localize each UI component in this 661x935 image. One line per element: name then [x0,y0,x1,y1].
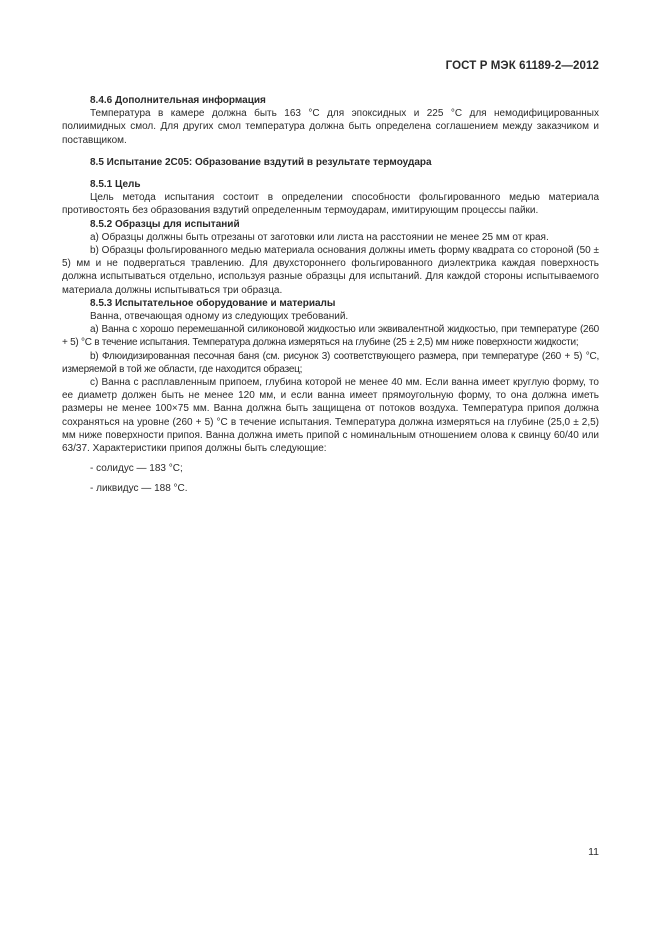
document-id-header: ГОСТ Р МЭК 61189-2—2012 [445,60,599,72]
section-heading-8-5-2: 8.5.2 Образцы для испытаний [90,218,240,230]
document-body [62,94,599,496]
list-item-solidus: - солидус — 183 °С; [90,463,183,475]
section-heading-8-4-6: 8.4.6 Дополнительная информация [90,95,266,106]
paragraph-8-5-1: Цель метода испытания состоит в определении способности фольгированного медью материала противостоять без образования вздутий определенным термоударам, имитирующим процессы пайки. [62,192,599,217]
section-heading-8-5: 8.5 Испытание 2С05: Образование вздутий в результате термоудара [90,156,432,168]
paragraph-8-5-3-b: b) Флюидизированная песочная баня (см. рисунок 3) соответствующего размера, при температуре (260 + 5) °С, измеряемой в той же области, где находится образец; [62,350,599,375]
paragraph-8-5-2-b: b) Образцы фольгированного медью материала основания должны иметь форму квадрата со стороной (50 ± 5) мм и не подвергаться травлению. Для двухстороннего фольгированного диэлектрика каждая поверхность должна испытываться отдельно, используя разные образцы для испытаний. Для каждой стороны испытываемого материала должны испытываться три образца. [62,245,599,296]
paragraph-8-5-3-c: с) Ванна с расплавленным припоем, глубина которой не менее 40 мм. Если ванна имеет круглую форму, то ее диаметр должен быть не менее 120 мм, и если ванна имеет прямоугольную форму, то она должна иметь размеры не менее 100×75 мм. Ванна должна быть защищена от потоков воздуха. Температура припоя должна сохраняться на уровне (260 + 5) °С в течение испытания. Температура должна измеряться на глубине (25,0 ± 2,5) мм ниже поверхности припоя. Ванна должна иметь припой с номинальным отношением олова к свинцу 60/40 или 63/37. Характеристики припоя должны быть следующие: [62,377,599,455]
paragraph-8-5-3-a: а) Ванна с хорошо перемешанной силиконовой жидкостью или эквивалентной жидкостью, при температуре (260 + 5) °С в течение испытания. Температура должна измеряться на глубине (25 ± 2,5) мм ниже поверхности жидкости; [62,324,599,349]
paragraph-8-4-6: Температура в камере должна быть 163 °С для эпоксидных и 225 °С для немодифицированных полиимидных смол. Для других смол температура должна быть определена соглашением между заказчиком и поставщиком. [62,108,599,146]
section-heading-8-5-1: 8.5.1 Цель [90,179,141,191]
page-number: 11 [588,846,599,858]
section-heading-8-5-3: 8.5.3 Испытательное оборудование и материалы [90,297,336,309]
paragraph-8-5-3-intro: Ванна, отвечающая одному из следующих требований. [90,311,349,323]
paragraph-8-5-2-a: а) Образцы должны быть отрезаны от заготовки или листа на расстоянии не менее 25 мм от края. [90,231,549,243]
list-item-liquidus: - ликвидус — 188 °С. [90,483,188,495]
